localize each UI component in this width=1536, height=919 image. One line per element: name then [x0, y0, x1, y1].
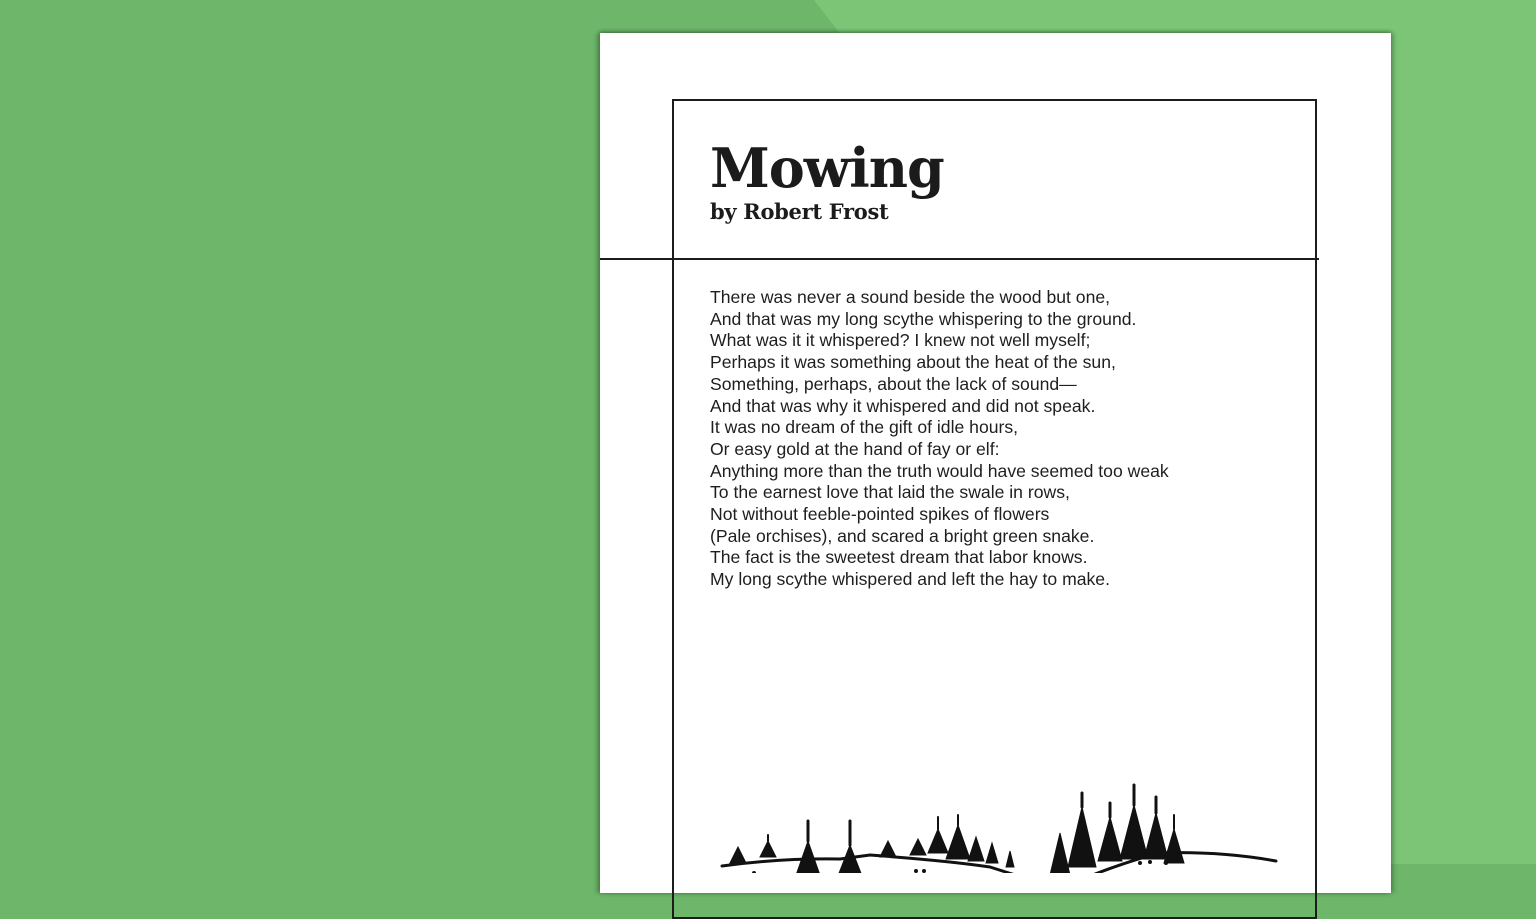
poem-line: Anything more than the truth would have seemed too weak — [710, 460, 1169, 481]
poem-title: Mowing — [710, 136, 944, 200]
poem-line: Perhaps it was something about the heat of the sun, — [710, 352, 1116, 373]
poem-line: Something, perhaps, about the lack of sound— — [710, 373, 1077, 394]
poem-line: And that was my long scythe whispering to the ground. — [710, 308, 1137, 329]
poem-line: There was never a sound beside the wood but one, — [710, 287, 1111, 307]
poem-line: (Pale orchises), and scared a bright green snake. — [710, 525, 1095, 546]
poem-line: What was it it whispered? I knew not well myself; — [710, 330, 1091, 351]
header-divider-rule — [600, 258, 1319, 260]
poem-line: And that was why it whispered and did not speak. — [710, 395, 1096, 416]
poem-author-byline: by Robert Frost — [710, 199, 889, 224]
poem-line: My long scythe whispered and left the hay to make. — [710, 569, 1110, 590]
poem-line: The fact is the sweetest dream that labor knows. — [710, 547, 1088, 568]
poem-worksheet-page — [600, 33, 1391, 893]
poem-line: To the earnest love that laid the swale in rows, — [710, 482, 1070, 503]
pine-forest-landscape-icon — [720, 763, 1280, 873]
poem-line: It was no dream of the gift of idle hours, — [710, 417, 1019, 438]
poem-line: Not without feeble-pointed spikes of flowers — [710, 504, 1050, 525]
poem-body — [710, 287, 1169, 591]
poem-line: Or easy gold at the hand of fay or elf: — [710, 438, 1000, 459]
background-light-right — [1391, 0, 1536, 864]
